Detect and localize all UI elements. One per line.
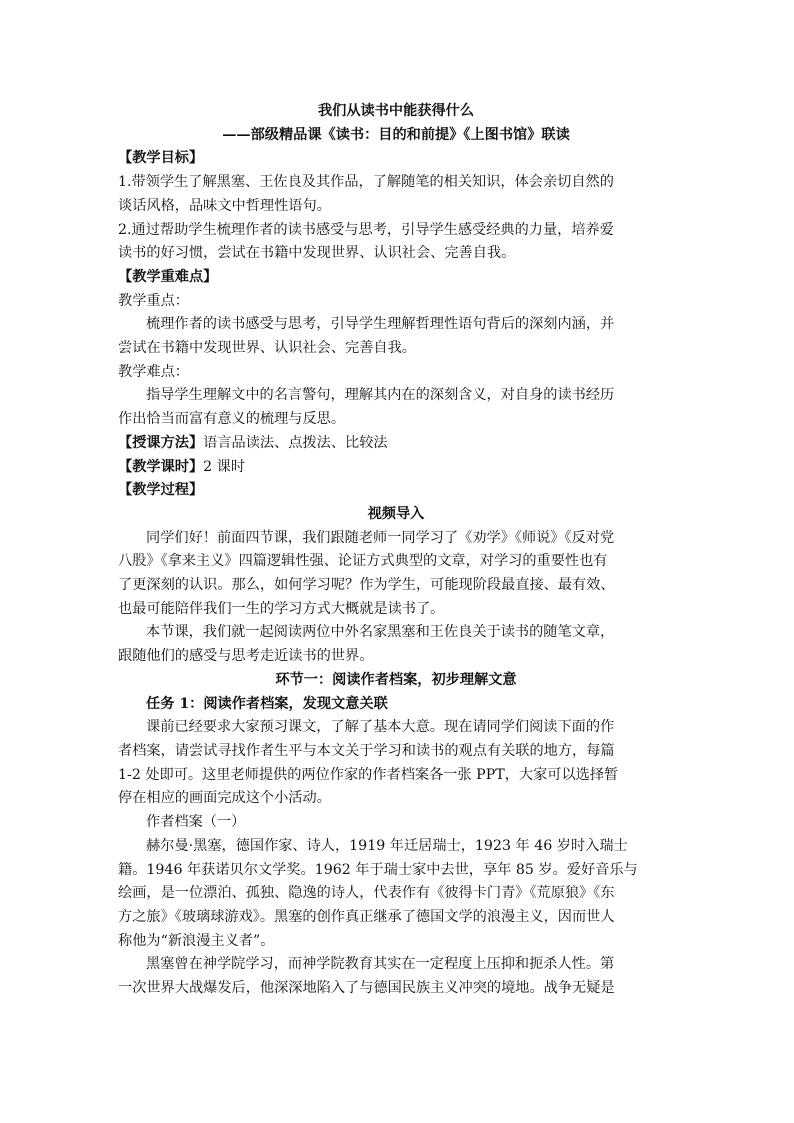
section-1-heading: 环节一：阅读作者档案，初步理解文意 [275,671,517,688]
intro-paragraph-line: 同学们好！前面四节课，我们跟随老师一同学习了《劝学》《师说》《反对党 [146,529,615,546]
hours-text: 2 课时 [203,458,246,475]
method-row [118,432,674,456]
objective-1-line: 1.带领学生了解黑塞、王佐良及其作品，了解随笔的相关知识，体会亲切自然的 [118,174,614,191]
document-title: 我们从读书中能获得什么 [317,103,475,119]
method-heading: 【授课方法】 [118,434,204,451]
method-text: 语言品读法、点拨法、比较法 [203,434,388,451]
document-subtitle: ——部级精品课《读书：目的和前提》《上图书馆》联读 [222,126,570,143]
key-label: 教学重点： [118,292,189,309]
intro-paragraph-line: 也最可能陪伴我们一生的学习方式大概就是读书了。 [118,600,445,617]
difficulty-paragraph-line: 指导学生理解文中的名言警句，理解其内在的深刻含义，对自身的读书经历 [146,387,615,404]
task-paragraph-line: 停在相应的画面完成这个小活动。 [118,790,331,807]
intro-paragraph-line: 了更深刻的认识。那么，如何学习呢？作为学生，可能现阶段最直接、最有效、 [118,577,615,594]
video-heading: 视频导入 [367,505,425,522]
hesse-background-line: 黑塞曾在神学院学习，而神学院教育其实在一定程度上压抑和扼杀人性。第 [146,956,615,973]
hesse-bio-line: 方之旅》《玻璃球游戏》。黑塞的创作真正继承了德国文学的浪漫主义，因而世人 [118,908,615,925]
key-paragraph-line: 尝试在书籍中发现世界、认识社会、完善自我。 [118,340,416,357]
archive-1-label: 作者档案（一） [146,814,246,831]
hours-heading: 【教学课时】 [118,458,204,475]
task-paragraph-line: 者档案，请尝试寻找作者生平与本文关于学习和读书的观点有关联的地方，每篇 [118,742,615,759]
difficulty-label: 教学难点： [118,363,189,380]
objective-2-line: 读书的好习惯，尝试在书籍中发现世界、认识社会、完善自我。 [118,245,516,262]
hesse-bio-line: 称他为“新浪漫主义者”。 [118,932,275,949]
difficulty-paragraph-line: 作出恰当而富有意义的梳理与反思。 [118,411,346,428]
document-page [118,100,674,1001]
lesson-paragraph-line: 跟随他们的感受与思考走近读书的世界。 [118,648,374,665]
objective-1-line: 谈话风格，品味文中哲理性语句。 [118,197,331,214]
key-paragraph-line: 梳理作者的读书感受与思考，引导学生理解哲理性语句背后的深刻内涵，并 [146,316,615,333]
task-paragraph-line: 1-2 处即可。这里老师提供的两位作家的作者档案各一张 PPT，大家可以选择暂 [118,766,619,783]
keypoints-heading: 【教学重难点】 [118,268,218,285]
task-1-heading: 任务 1：阅读作者档案，发现文意关联 [146,695,388,712]
task-paragraph-line: 课前已经要求大家预习课文，了解了基本大意。现在请同学们阅读下面的作 [146,719,615,736]
hesse-bio-line: 赫尔曼·黑塞，德国作家、诗人，1919 年迁居瑞士，1923 年 46 岁时入瑞士 [146,837,628,854]
lesson-paragraph-line: 本节课，我们就一起阅读两位中外名家黑塞和王佐良关于读书的随笔文章， [146,624,615,641]
process-heading: 【教学过程】 [118,482,204,499]
hesse-bio-line: 籍。1946 年获诺贝尔文学奖。1962 年于瑞士家中去世，享年 85 岁。爱好音乐与 [118,861,638,878]
hours-row [118,456,674,480]
intro-paragraph-line: 八股》《拿来主义》四篇逻辑性强、论证方式典型的文章，对学习的重要性也有 [118,553,608,570]
hesse-bio-line: 绘画，是一位漂泊、孤独、隐逸的诗人，代表作有《彼得卡门青》《荒原狼》《东 [118,885,615,902]
hesse-background-line: 一次世界大战爆发后，他深深地陷入了与德国民族主义冲突的境地。战争无疑是 [118,980,615,997]
objective-2-line: 2.通过帮助学生梳理作者的读书感受与思考，引导学生感受经典的力量，培养爱 [118,221,614,238]
objectives-heading: 【教学目标】 [118,150,204,167]
